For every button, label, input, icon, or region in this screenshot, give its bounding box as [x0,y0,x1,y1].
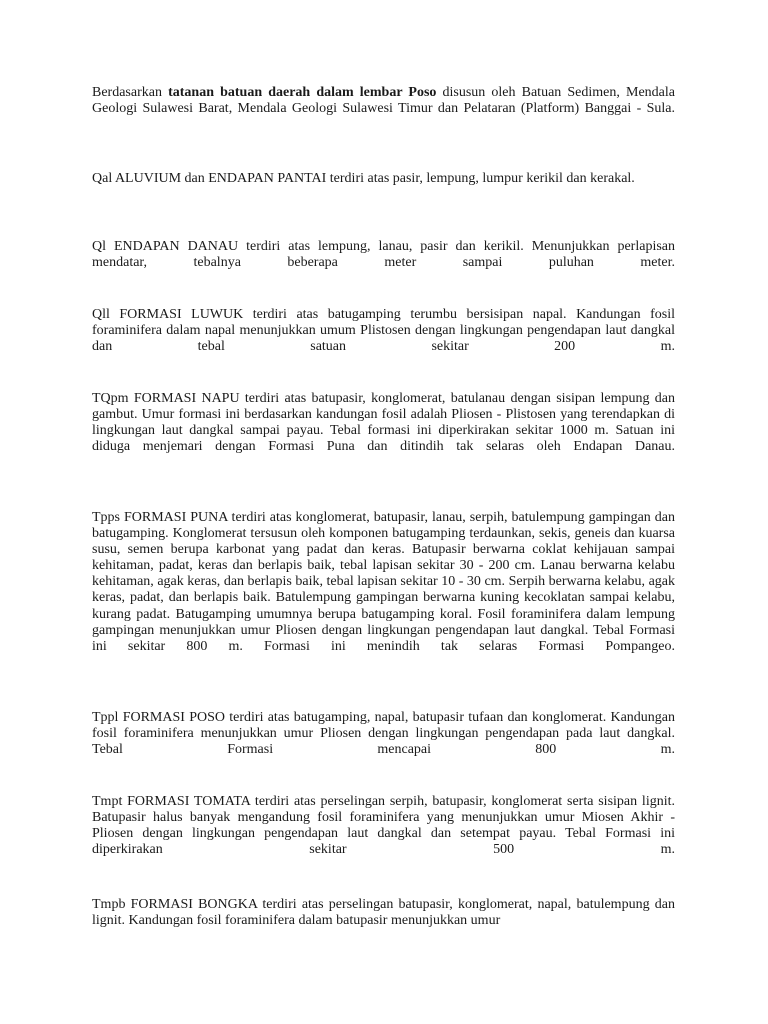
paragraph-intro [92,85,675,117]
paragraph-qll: Qll FORMASI LUWUK terdiri atas batugamping terumbu bersisipan napal. Kandungan fosil foraminifera dalam napal menunjukkan umum Plistosen dengan lingkungan pengendapan laut dangkal dan tebal satuan sekitar 200 m. [92,307,675,355]
intro-bold: tatanan batuan daerah dalam lembar Poso [168,85,437,100]
paragraph-ql: Ql ENDAPAN DANAU terdiri atas lempung, lanau, pasir dan kerikil. Menunjukkan perlapisan mendatar, tebalnya beberapa meter sampai puluhan meter. [92,239,675,271]
paragraph-qal: Qal ALUVIUM dan ENDAPAN PANTAI terdiri atas pasir, lempung, lumpur kerikil dan kerakal. [92,171,635,186]
paragraph-tpps: Tpps FORMASI PUNA terdiri atas konglomerat, batupasir, lanau, serpih, batulempung gampingan dan batugamping. Konglomerat tersusun oleh komponen batugamping terdaunkan, sekis, geneis dan kuarsa susu, semen berupa karbonat yang padat dan keras. Batupasir berwarna coklat kehijauan sampai kehitaman, padat, keras dan berlapis baik, tebal lapisan sekitar 30 - 200 cm. Lanau berwarna kelabu kehitaman, agak keras, dan berlapis baik, tebal lapisan sekitar 10 - 30 cm. Serpih berwarna kelabu, agak keras, padat, dan berlapis baik. Batulempung gampingan berwarna kuning kecoklatan sampai kelabu, kurang padat. Batugamping umumnya berupa batugamping koral. Fosil foraminifera dalam lempung gampingan menunjukkan umur Pliosen dengan lingkungan pengendapan laut dangkal. Tebal Formasi ini sekitar 800 m. Formasi ini menindih tak selaras Formasi Pompangeo. [92,510,675,654]
paragraph-tmpt: Tmpt FORMASI TOMATA terdiri atas perselingan serpih, batupasir, konglomerat serta sisipan lignit. Batupasir halus banyak mengandung fosil foraminifera yang menunjukkan umur Miosen Akhir - Pliosen dengan lingkungan pengendapan laut dangkal dan setempat payau. Tebal Formasi ini diperkirakan sekitar 500 m. [92,794,675,858]
intro-pre: Berdasarkan [92,85,169,100]
intro-post: disusun oleh Batuan Sedimen, Mendala Geologi Sulawesi Barat, Mendala Geologi Sulawesi Timur dan Pelataran (Platform) Banggai - Sula. [92,85,675,117]
paragraph-tqpm: TQpm FORMASI NAPU terdiri atas batupasir, konglomerat, batulanau dengan sisipan lempung dan gambut. Umur formasi ini berdasarkan kandungan fosil adalah Pliosen - Plistosen yang terendapkan di lingkungan laut dangkal sampai payau. Tebal formasi ini diperkirakan sekitar 1000 m. Satuan ini diduga menjemari dengan Formasi Puna dan ditindih tak selaras oleh Endapan Danau. [92,391,675,455]
paragraph-tmpb: Tmpb FORMASI BONGKA terdiri atas perselingan batupasir, konglomerat, napal, batulempung dan lignit. Kandungan fosil foraminifera dalam batupasir menunjukkan umur [92,897,675,929]
paragraph-tppl: Tppl FORMASI POSO terdiri atas batugamping, napal, batupasir tufaan dan konglomerat. Kandungan fosil foraminifera menunjukkan umur Pliosen dengan lingkungan pengendapan pada laut dangkal. Tebal Formasi mencapai 800 m. [92,710,675,758]
